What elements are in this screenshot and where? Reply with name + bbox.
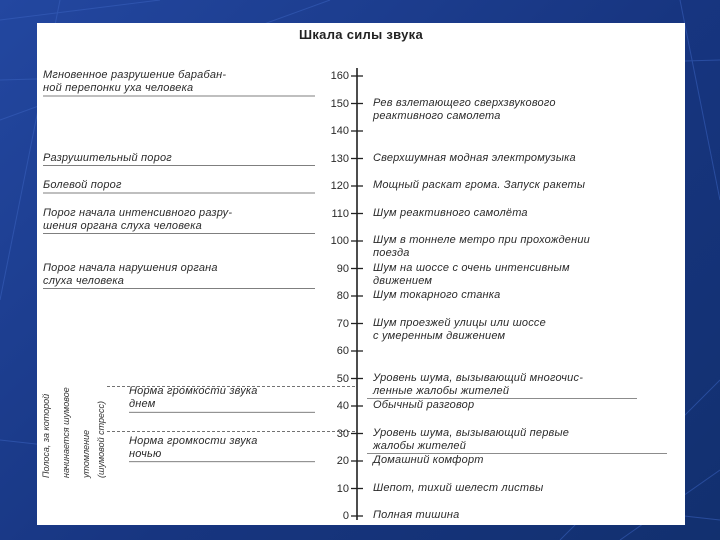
noise-zone-label-3: утомление xyxy=(81,429,91,478)
threshold-label: Мгновенное разрушение барабан- ной перепонки уха человека xyxy=(43,69,227,94)
tick-label: 90 xyxy=(336,262,349,275)
tick-label: 80 xyxy=(336,290,349,302)
tick-label: 10 xyxy=(336,482,349,495)
sound-source-label: Шум проезжей улицы или шоссе с умеренным движением xyxy=(373,316,546,342)
sound-source-label: Шум реактивного самолёта xyxy=(373,206,528,219)
sound-source-label: Мощный раскат грома. Запуск ракеты xyxy=(373,179,586,191)
tick-label: 150 xyxy=(330,97,349,110)
tick-label: 70 xyxy=(336,317,349,330)
sound-source-label: Полная тишина xyxy=(373,509,460,521)
tick-label: 50 xyxy=(336,372,349,385)
tick-label: 0 xyxy=(342,510,349,522)
noise-zone-label-1: Полоса, за которой xyxy=(41,393,51,478)
threshold-label: Разрушительный порог xyxy=(43,151,172,164)
sound-source-label: Обычный разговор xyxy=(373,399,475,411)
sound-source-label: Рев взлетающего сверхзвукового реактивного самолета xyxy=(373,96,556,122)
noise-zone-label-4: (шумовой стресс) xyxy=(96,401,106,478)
tick-label: 20 xyxy=(336,455,349,467)
tick-label: 30 xyxy=(336,427,349,440)
threshold-label: Норма громкости звука ночью xyxy=(129,434,258,460)
threshold-label: Болевой порог xyxy=(43,179,122,191)
page-title: Шкала силы звука xyxy=(299,27,423,42)
sound-source-label: Уровень шума, вызывающий первые жалобы жителей xyxy=(373,426,570,452)
sound-source-label: Домашний комфорт xyxy=(373,454,484,466)
tick-label: 60 xyxy=(336,345,349,357)
tick-label: 40 xyxy=(336,400,349,412)
scale-axis xyxy=(351,68,363,520)
tick-label: 100 xyxy=(330,235,349,247)
sound-source-label: Шум в тоннеле метро при прохождении поезда xyxy=(373,234,590,259)
sound-source-label: Сверхшумная модная электромузыка xyxy=(373,151,576,164)
tick-label: 110 xyxy=(331,207,349,220)
noise-zone-label-2: начинается шумовое xyxy=(61,387,71,478)
sound-source-label: Шум токарного станка xyxy=(373,289,501,301)
tick-label: 140 xyxy=(330,125,349,137)
sound-source-label: Уровень шума, вызывающий многочис- ленные жалобы жителей xyxy=(373,371,584,397)
sound-scale-sheet xyxy=(37,23,685,525)
threshold-label: Норма громкости звука днем xyxy=(129,385,258,411)
sound-source-label: Шум на шоссе с очень интенсивным движением xyxy=(373,261,570,287)
tick-label: 120 xyxy=(330,180,349,192)
tick-label: 130 xyxy=(330,152,349,165)
threshold-label: Порог начала интенсивного разру- шения органа слуха человека xyxy=(43,206,233,232)
threshold-label: Порог начала нарушения органа слуха человека xyxy=(43,261,218,287)
tick-label: 160 xyxy=(330,70,349,82)
sound-source-label: Шепот, тихий шелест листвы xyxy=(373,481,544,494)
